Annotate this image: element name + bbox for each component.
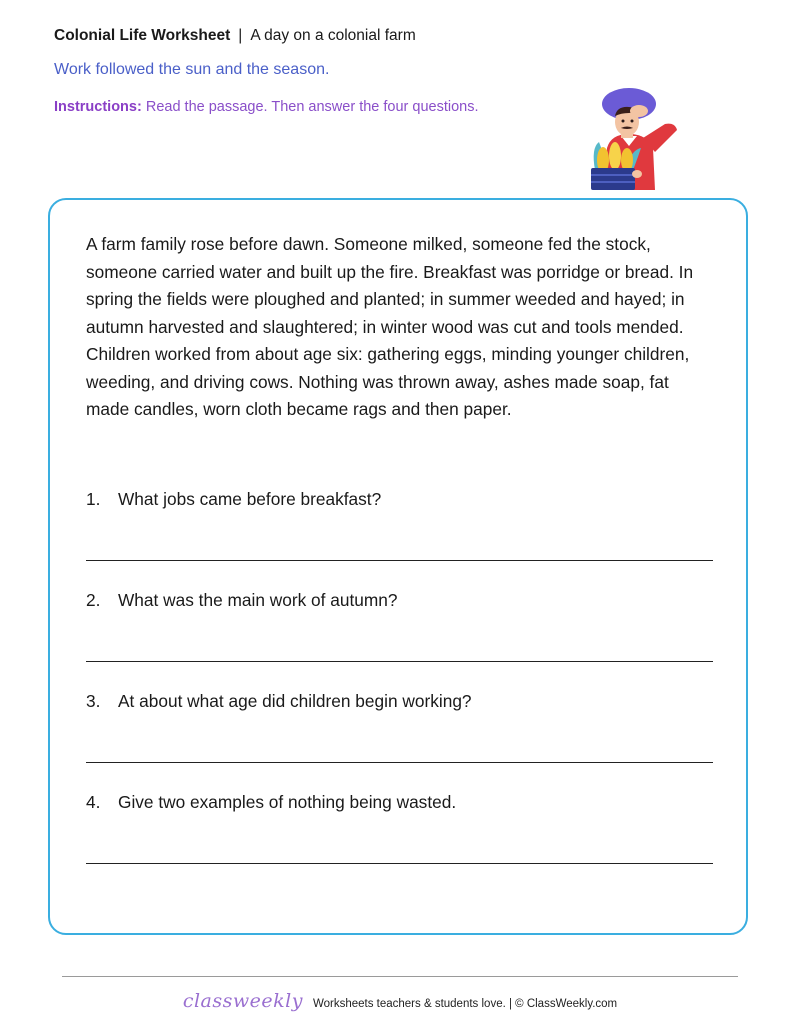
instructions-text: Read the passage. Then answer the four questions.	[145, 99, 479, 115]
question-number: 1.	[86, 489, 101, 509]
answer-line-1[interactable]	[86, 560, 713, 561]
question-text: What jobs came before breakfast?	[118, 489, 382, 509]
reading-passage: A farm family rose before dawn. Someone milked, someone fed the stock, someone carried water and built up the fire. Breakfast was porridge or bread. In spring the fields were ploughed and planted; in summer weeded and hayed; in autumn harvested and slaughtered; in winter wood was cut and tools mended. Children worked from about age six: gathering eggs, minding younger children, weeding, and driving cows. Nothing was thrown away, ashes made soap, fat made candles, worn cloth became rags and then paper.	[86, 234, 694, 419]
question-number: 3.	[86, 691, 101, 711]
brand-logo: classweekly	[182, 990, 303, 1012]
farmer-with-corn-basket-icon	[585, 86, 685, 190]
instructions-label: Instructions:	[54, 99, 142, 115]
answer-line-3[interactable]	[86, 762, 713, 763]
question-text: What was the main work of autumn?	[118, 590, 398, 610]
worksheet-title: Colonial Life Worksheet	[54, 27, 231, 44]
worksheet-header	[54, 27, 416, 45]
worksheet-topic: A day on a colonial farm	[250, 27, 416, 44]
question-3	[86, 691, 472, 712]
instructions	[54, 99, 479, 115]
question-text: Give two examples of nothing being wasted.	[118, 792, 457, 812]
header-separator: |	[238, 27, 243, 44]
question-text: At about what age did children begin working?	[118, 691, 472, 711]
question-4	[86, 792, 456, 813]
question-2	[86, 590, 398, 611]
question-number: 4.	[86, 792, 101, 812]
question-number: 2.	[86, 590, 101, 610]
footer-divider	[62, 976, 738, 977]
answer-line-2[interactable]	[86, 661, 713, 662]
worksheet-subtitle: Work followed the sun and the season.	[54, 61, 330, 78]
footer	[0, 990, 800, 1012]
answer-line-4[interactable]	[86, 863, 713, 864]
question-1	[86, 489, 381, 510]
footer-tagline: Worksheets teachers & students love. | © ClassWeekly.com	[312, 998, 618, 1010]
